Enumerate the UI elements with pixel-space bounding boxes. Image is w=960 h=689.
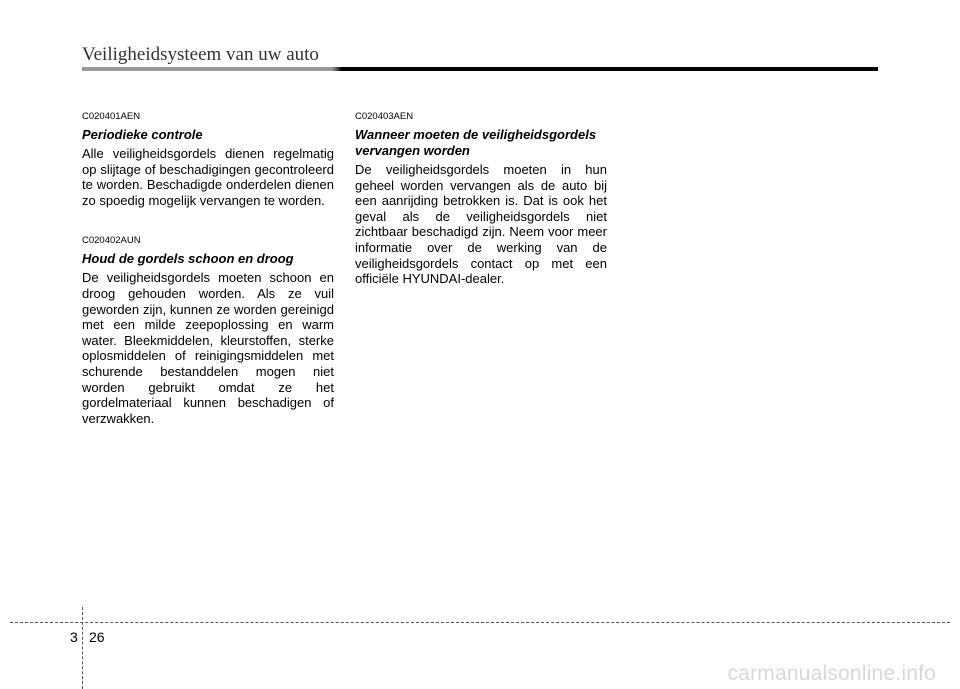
section-body: Alle veiligheidsgordels dienen regelmatig op slijtage of beschadigingen gecontroleerd te worden. Beschadigde onderdelen dienen zo spoedig mogelijk vervangen te worden. — [82, 146, 334, 208]
chapter-number: 3 — [70, 629, 78, 645]
chapter-title: Veiligheidsysteem van uw auto — [82, 44, 319, 65]
section-heading: Wanneer moeten de veiligheidsgordels vervangen worden — [355, 127, 597, 158]
section-periodic-check — [82, 110, 334, 208]
watermark: carmanualsonline.info — [727, 662, 936, 685]
footer-divider — [82, 607, 83, 689]
section-replace-belts — [355, 110, 607, 287]
section-code: C020401AEN — [82, 111, 141, 122]
page-number: 26 — [89, 629, 105, 645]
section-code: C020402AUN — [82, 235, 141, 247]
section-keep-clean — [82, 234, 334, 426]
section-body: De veiligheidsgordels moeten schoon en droog gehouden worden. Als ze vuil geworden zijn, kunnen ze worden gereinigd met een milde zeepoplossing en warm water. Bleekmiddelen, kleurstoffen, sterke oplosmiddelen of reinigingsmiddelen met schurende bestanddelen mogen niet worden gebruikt omdat ze het gordelmateriaal kunnen beschadigen of verzwakken. — [82, 270, 334, 426]
section-body: De veiligheidsgordels moeten in hun geheel worden vervangen als de auto bij een aanrijding betrokken is. Dat is ook het geval als de veiligheidsgordels niet zichtbaar beschadigd zijn. Neem voor meer informatie over de werking van de veiligheidsgordels contact op met een officiële HYUNDAI-dealer. — [355, 162, 607, 287]
section-heading: Houd de gordels schoon en droog — [82, 251, 294, 267]
right-column — [355, 110, 607, 313]
section-heading: Periodieke controle — [82, 127, 203, 142]
left-column — [82, 110, 334, 452]
footer-rule — [10, 622, 950, 623]
header-rule — [82, 67, 878, 71]
section-code: C020403AEN — [355, 111, 414, 122]
